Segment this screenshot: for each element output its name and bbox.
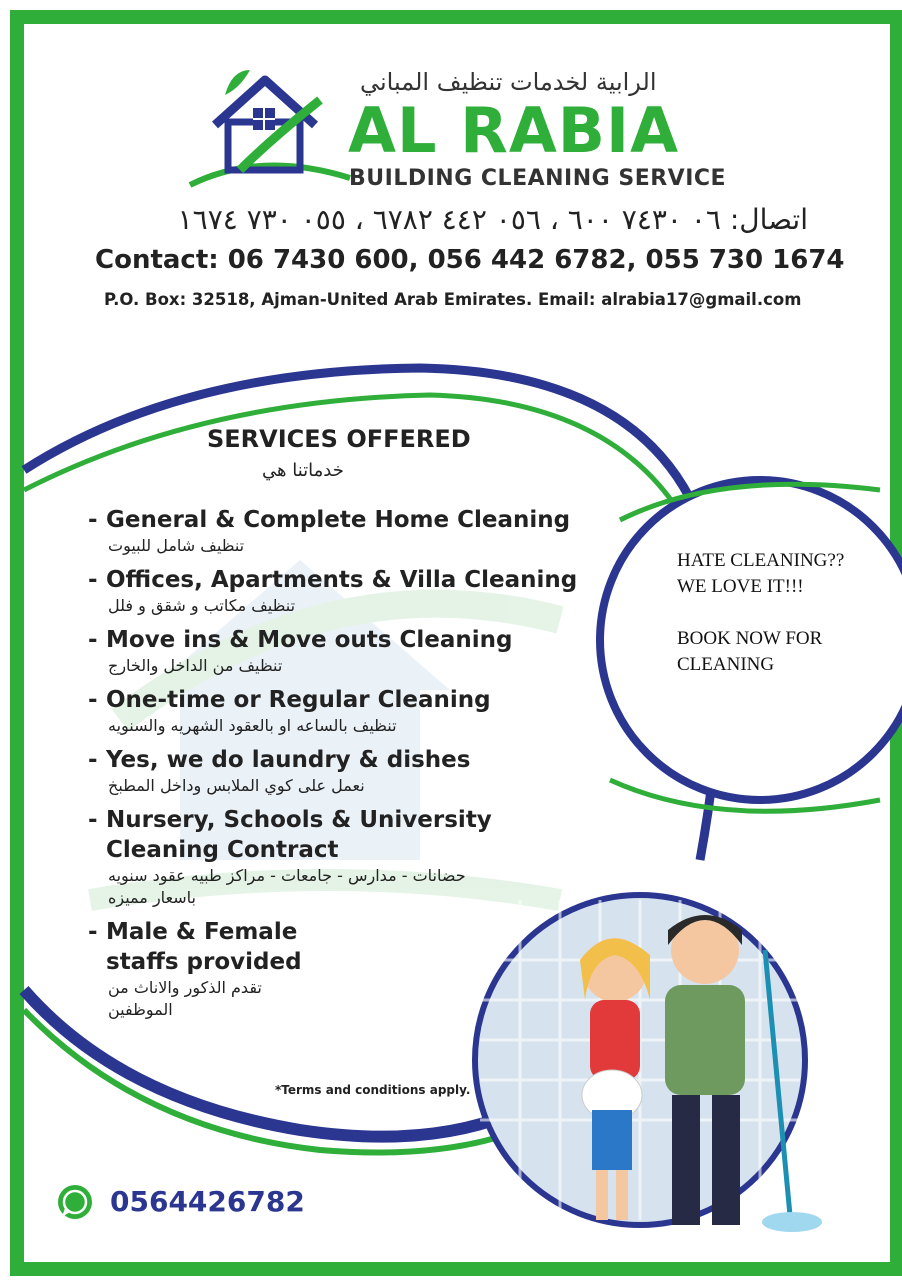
service-item [88,625,588,677]
services-title-arabic: خدماتنا هي [262,460,344,481]
service-arabic: تنظيف شامل للبيوت [108,536,245,555]
terms-note: *Terms and conditions apply. [275,1083,471,1097]
house-logo-icon [190,70,350,185]
service-item [88,565,588,617]
service-arabic: نعمل على كوي الملابس وداخل المطبخ [108,776,365,795]
service-arabic: تنظيف مكاتب و شقق و فلل [108,596,296,615]
service-item [88,805,508,909]
contact-english: Contact: 06 7430 600, 056 442 6782, 055 730 1674 [95,245,845,275]
service-english: - Male & Female staffs provided [88,917,348,977]
service-item [88,745,588,797]
contact-arabic: اتصال: ٠٦ ٧٤٣٠ ٦٠٠ ، ٠٥٦ ٤٤٢ ٦٧٨٢ ، ٠٥٥ ٧٣٠ ١٦٧٤ [177,203,808,236]
brand-name: AL RABIA [348,94,680,167]
promo-text [677,548,867,678]
service-english: - Yes, we do laundry & dishes [88,745,588,775]
service-item [88,505,588,557]
service-arabic: تقدم الذكور والاناث من الموظفين [108,978,262,1019]
tagline: BUILDING CLEANING SERVICE [349,166,727,191]
service-english: - General & Complete Home Cleaning [88,505,588,535]
service-english: - Nursery, Schools & University Cleaning Contract [88,805,508,865]
service-arabic: تنظيف بالساعه او بالعقود الشهريه والسنويه [108,716,397,735]
service-arabic: تنظيف من الداخل والخارج [108,656,283,675]
whatsapp-icon [58,1185,92,1219]
service-item [88,685,588,737]
service-arabic: حضانات - مدارس - جامعات - مراكز طبيه عقود سنويه باسعار مميزه [108,866,466,907]
service-item [88,917,348,1021]
service-english: - Move ins & Move outs Cleaning [88,625,588,655]
service-english: - Offices, Apartments & Villa Cleaning [88,565,588,595]
services-title: SERVICES OFFERED [207,425,471,453]
promo-line-2: BOOK NOW FOR CLEANING [677,628,823,675]
pobox-email-line: P.O. Box: 32518, Ajman-United Arab Emirates. Email: alrabia17@gmail.com [104,290,802,309]
arabic-company-name: الرابية لخدمات تنظيف المباني [360,68,657,96]
service-english: - One-time or Regular Cleaning [88,685,588,715]
services-list [88,505,588,1029]
promo-line-1: HATE CLEANING?? WE LOVE IT!!! [677,550,845,597]
whatsapp-number[interactable]: 0564426782 [110,1185,305,1218]
